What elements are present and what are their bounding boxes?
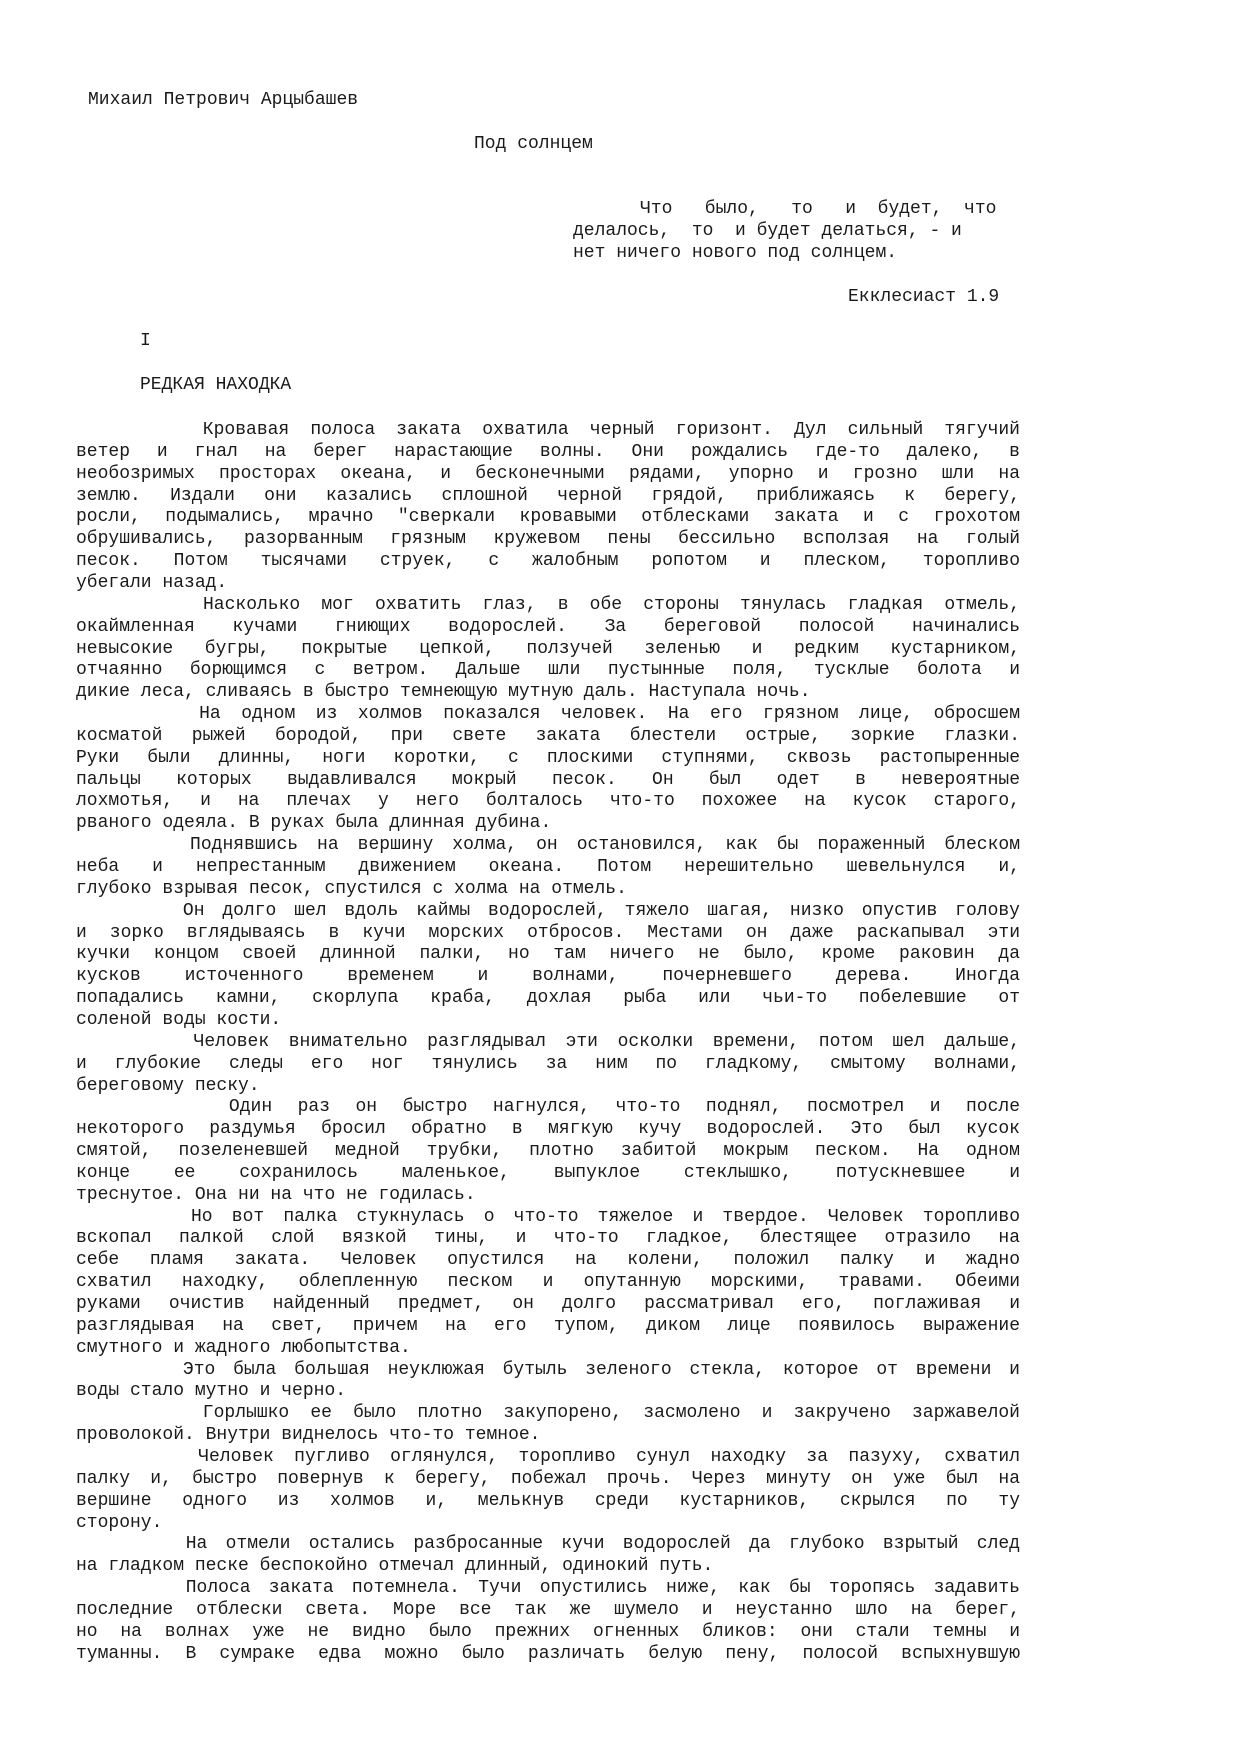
text-line: кучки концом своей длинной палки, но там ничего не было, кроме раковин да — [76, 944, 1020, 964]
text-line: Человек пугливо оглянулся, торопливо сунул находку за пазуху, схватил — [76, 1447, 1020, 1467]
text-line: Один раз он быстро нагнулся, что-то поднял, посмотрел и после — [76, 1097, 1020, 1117]
text-line: и глубокие следы его ног тянулись за ним по гладкому, смытому волнами, — [76, 1054, 1020, 1074]
text-line: ветер и гнал на берег нарастающие волны. Они рождались где-то далеко, в — [76, 442, 1020, 462]
text-line: и зорко вглядываясь в кучи морских отбросов. Местами он даже раскапывал эти — [76, 923, 1020, 943]
text-line: палку и, быстро повернув к берегу, побежал прочь. Через минуту он уже был на — [76, 1469, 1020, 1489]
text-line: глубоко взрывая песок, спустился с холма на отмель. — [76, 879, 627, 899]
text-line: Он долго шел вдоль каймы водорослей, тяжело шагая, низко опустив голову — [76, 901, 1020, 921]
text-line: разглядывая на свет, причем на его тупом, диком лице появилось выражение — [76, 1316, 1020, 1336]
text-line: отчаянно борющимся с ветром. Дальше шли пустынные поля, тусклые болота и — [76, 660, 1020, 680]
text-line: сторону. — [76, 1513, 163, 1533]
text-line: себе пламя заката. Человек опустился на колени, положил палку и жадно — [76, 1250, 1020, 1270]
epigraph-source: Екклесиаст 1.9 — [848, 287, 1000, 307]
text-line: Полоса заката потемнела. Тучи опустились ниже, как бы торопясь задавить — [76, 1578, 1020, 1598]
text-line: Горлышко ее было плотно закупорено, засмолено и закручено заржавелой — [76, 1403, 1020, 1423]
chapter-title: РЕДКАЯ НАХОДКА — [140, 375, 292, 395]
text-line: туманны. В сумраке едва можно было различать белую пену, полосой вспыхнувшую — [76, 1644, 1020, 1664]
text-line: вскопал палкой слой вязкой тины, и что-то гладкое, блестящее отразило на — [76, 1228, 1020, 1248]
text-line: Кровавая полоса заката охватила черный горизонт. Дул сильный тягучий — [76, 420, 1020, 440]
text-line: Поднявшись на вершину холма, он остановился, как бы пораженный блеском — [76, 835, 1020, 855]
text-line: На одном из холмов показался человек. На его грязном лице, обросшем — [76, 704, 1020, 724]
text-line: неба и непрестанным движением океана. Потом нерешительно шевельнулся и, — [76, 857, 1020, 877]
text-line: Это была большая неуклюжая бутыль зеленого стекла, которое от времени и — [76, 1360, 1020, 1380]
work-title: Под солнцем — [474, 134, 593, 154]
text-line: пальцы которых выдавливался мокрый песок. Он был одет в невероятные — [76, 770, 1020, 790]
text-line: соленой воды кости. — [76, 1010, 282, 1030]
text-line: косматой рыжей бородой, при свете заката блестели острые, зоркие глазки. — [76, 726, 1020, 746]
text-line: попадались камни, скорлупа краба, дохлая рыба или чьи-то побелевшие от — [76, 988, 1020, 1008]
text-line: необозримых просторах океана, и бесконечными рядами, упорно и грозно шли на — [76, 464, 1020, 484]
text-line: воды стало мутно и черно. — [76, 1381, 347, 1401]
text-line: схватил находку, облепленную песком и опутанную морскими, травами. Обеими — [76, 1272, 1020, 1292]
text-line: руками очистив найденный предмет, он долго рассматривал его, поглаживая и — [76, 1294, 1020, 1314]
text-line: лохмотья, и на плечах у него болталось что-то похожее на кусок старого, — [76, 791, 1020, 811]
text-line: вершине одного из холмов и, мелькнув среди кустарников, скрылся по ту — [76, 1491, 1020, 1511]
text-line: Руки были длинны, ноги коротки, с плоскими ступнями, сквозь растопыренные — [76, 748, 1020, 768]
chapter-number: I — [140, 331, 151, 351]
text-line: Человек внимательно разглядывал эти осколки времени, потом шел дальше, — [76, 1032, 1020, 1052]
text-line: Насколько мог охватить глаз, в обе стороны тянулась гладкая отмель, — [76, 595, 1020, 615]
text-line: убегали назад. — [76, 573, 228, 593]
text-line: кусков источенного временем и волнами, почерневшего дерева. Иногда — [76, 966, 1020, 986]
text-line: дикие леса, сливаясь в быстро темнеющую мутную даль. Наступала ночь. — [76, 682, 811, 702]
text-line: на гладком песке беспокойно отмечал длинный, одинокий путь. — [76, 1556, 714, 1576]
text-line: Но вот палка стукнулась о что-то тяжелое и твердое. Человек торопливо — [76, 1207, 1020, 1227]
text-line: некоторого раздумья бросил обратно в мягкую кучу водорослей. Это был кусок — [76, 1119, 1020, 1139]
text-line: песок. Потом тысячами струек, с жалобным ропотом и плеском, торопливо — [76, 551, 1020, 571]
author-name: Михаил Петрович Арцыбашев — [88, 90, 359, 110]
text-line: окаймленная кучами гниющих водорослей. За береговой полосой начинались — [76, 617, 1020, 637]
epigraph-line: делалось, то и будет делаться, - и — [573, 221, 962, 241]
text-line: конце ее сохранилось маленькое, выпуклое стеклышко, потускневшее и — [76, 1163, 1020, 1183]
text-line: обрушивались, разорванным грязным кружевом пены бессильно всползая на голый — [76, 529, 1020, 549]
text-line: землю. Издали они казались сплошной черной грядой, приближаясь к берегу, — [76, 486, 1020, 506]
text-line: треснутое. Она ни на что не годилась. — [76, 1185, 476, 1205]
text-line: проволокой. Внутри виднелось что-то темное. — [76, 1425, 541, 1445]
epigraph-line: Что было, то и будет, что — [640, 199, 997, 219]
text-line: смутного и жадного любопытства. — [76, 1338, 411, 1358]
text-line: но на волнах уже не видно было прежних огненных бликов: они стали темны и — [76, 1622, 1020, 1642]
text-line: береговому песку. — [76, 1076, 260, 1096]
text-line: невысокие бугры, покрытые цепкой, ползучей зеленью и редким кустарником, — [76, 639, 1020, 659]
text-line: На отмели остались разбросанные кучи водорослей да глубоко взрытый след — [76, 1534, 1020, 1554]
text-line: смятой, позеленевшей медной трубки, плотно забитой мокрым песком. На одном — [76, 1141, 1020, 1161]
epigraph-line: нет ничего нового под солнцем. — [573, 243, 898, 263]
text-line: росли, подымались, мрачно "сверкали кровавыми отблесками заката и с грохотом — [76, 507, 1020, 527]
text-line: рваного одеяла. В руках была длинная дубина. — [76, 813, 552, 833]
text-line: последние отблески света. Море все так же шумело и неустанно шло на берег, — [76, 1600, 1020, 1620]
